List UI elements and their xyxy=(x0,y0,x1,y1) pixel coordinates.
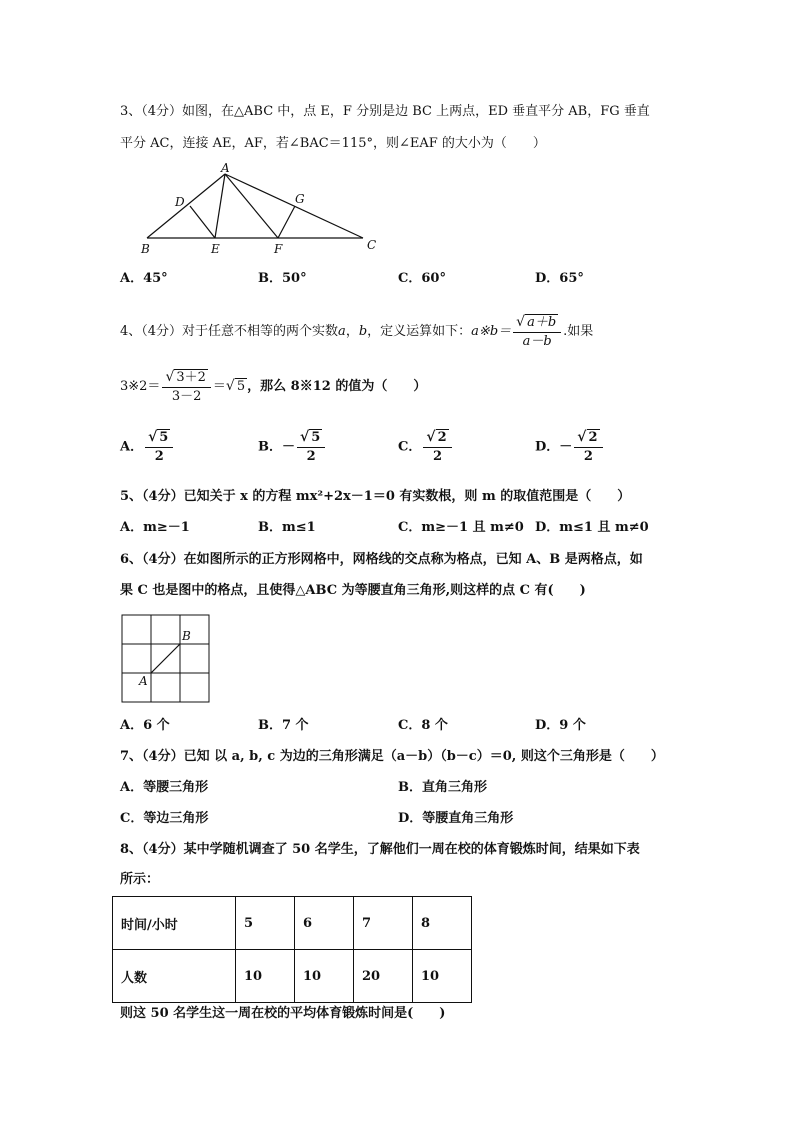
segment-ab xyxy=(147,174,225,238)
q4-stem-line2: 3※2＝ $\frac{√ 3+2}{3-2}$ ＝√ 5 ，那么 8※12 的值为（ ） xyxy=(120,368,427,404)
label-d: D xyxy=(175,195,185,209)
q3-option-a[interactable]: A．45° xyxy=(120,271,168,286)
label-f: F xyxy=(274,242,283,256)
label-b: B xyxy=(141,242,150,256)
q7-option-a[interactable]: A．等腰三角形 xyxy=(120,780,209,795)
table-row xyxy=(113,897,472,950)
label-e: E xyxy=(211,242,220,256)
q6-option-a[interactable]: A．6 个 xyxy=(120,718,170,733)
table-cell: 8 xyxy=(413,897,472,950)
table-cell: 6 xyxy=(295,897,354,950)
q7-option-b[interactable]: B．直角三角形 xyxy=(398,780,487,795)
q5-option-d[interactable]: D．m≤1 且 m≠0 xyxy=(535,520,649,535)
segment-ae xyxy=(215,174,225,238)
q6-stem-line1: 6、（4分）在如图所示的正方形网格中，网格线的交点称为格点，已知 A、B 是两格点，如 xyxy=(120,552,643,567)
label-a: A xyxy=(139,674,148,688)
q4-option-d[interactable]: D．－ $\frac{√ 2}{2}$ xyxy=(535,428,605,466)
label-b: B xyxy=(182,629,191,643)
table-cell: 7 xyxy=(354,897,413,950)
table-cell: 10 xyxy=(295,950,354,1003)
q5-option-a[interactable]: A．m≥－1 xyxy=(120,520,190,535)
q8-stem-line1: 8、（4分）某中学随机调查了 50 名学生，了解他们一周在校的体育锻炼时间，结果如下表 xyxy=(120,842,640,857)
q8-data-table xyxy=(112,896,472,1003)
table-row xyxy=(113,950,472,1003)
q4-stem-line1: 4、（4分）对于任意不相等的两个实数a，b，定义运算如下：a※b＝ $\frac{√ a+b}{a-b}$ .如果 xyxy=(120,313,594,349)
segment-ac xyxy=(225,174,363,238)
q6-option-c[interactable]: C．8 个 xyxy=(398,718,448,733)
q3-stem-line2: 平分 AC，连接 AE，AF，若∠BAC＝115°，则∠EAF 的大小为（ ） xyxy=(120,136,546,151)
segment-ab xyxy=(151,644,180,673)
q4-example-fraction: $\frac{√ 3+2}{3-2}$ xyxy=(162,368,210,406)
q4-definition-fraction: $\frac{√ a+b}{a-b}$ xyxy=(513,313,561,351)
q6-stem-line2: 果 C 也是图中的格点，且使得△ABC 为等腰直角三角形,则这样的点 C 有( ) xyxy=(120,583,586,598)
segment-af xyxy=(225,174,278,238)
q4-option-a[interactable]: A． $\frac{√ 5}{2}$ xyxy=(120,428,175,466)
table-cell: 20 xyxy=(354,950,413,1003)
table-cell: 10 xyxy=(236,950,295,1003)
q4-option-b[interactable]: B．－ $\frac{√ 5}{2}$ xyxy=(258,428,327,466)
label-a: A xyxy=(221,161,230,175)
q5-option-b[interactable]: B．m≤1 xyxy=(258,520,316,535)
q5-stem: 5、（4分）已知关于 x 的方程 mx²+2x－1＝0 有实数根，则 m 的取值范围是（ ） xyxy=(120,489,631,504)
label-g: G xyxy=(295,192,305,206)
q3-option-d[interactable]: D．65° xyxy=(535,271,584,286)
table-cell: 10 xyxy=(413,950,472,1003)
table-cell: 时间/小时 xyxy=(113,897,236,950)
q7-stem: 7、（4分）已知 以 a, b, c 为边的三角形满足（a－b）（b－c）＝0, 则这个三角形是（ ） xyxy=(120,749,664,764)
q8-stem-line2: 所示： xyxy=(120,872,160,887)
q7-option-d[interactable]: D．等腰直角三角形 xyxy=(398,811,514,826)
q3-option-c[interactable]: C．60° xyxy=(398,271,446,286)
q3-option-b[interactable]: B．50° xyxy=(258,271,307,286)
segment-fg xyxy=(278,206,295,238)
q3-triangle-figure xyxy=(135,160,395,260)
q3-stem-line1: 3、（4分）如图，在△ABC 中，点 E，F 分别是边 BC 上两点，ED 垂直平分 AB，FG 垂直 xyxy=(120,104,650,119)
q6-grid-figure xyxy=(118,612,214,706)
q6-option-d[interactable]: D．9 个 xyxy=(535,718,586,733)
segment-de xyxy=(190,206,215,238)
q5-option-c[interactable]: C．m≥－1 且 m≠0 xyxy=(398,520,524,535)
label-c: C xyxy=(367,238,377,252)
q7-option-c[interactable]: C．等边三角形 xyxy=(120,811,209,826)
q4-option-c[interactable]: C． $\frac{√ 2}{2}$ xyxy=(398,428,454,466)
table-cell: 人数 xyxy=(113,950,236,1003)
q8-stem-line3: 则这 50 名学生这一周在校的平均体育锻炼时间是( ) xyxy=(120,1006,446,1021)
table-cell: 5 xyxy=(236,897,295,950)
q6-option-b[interactable]: B．7 个 xyxy=(258,718,309,733)
